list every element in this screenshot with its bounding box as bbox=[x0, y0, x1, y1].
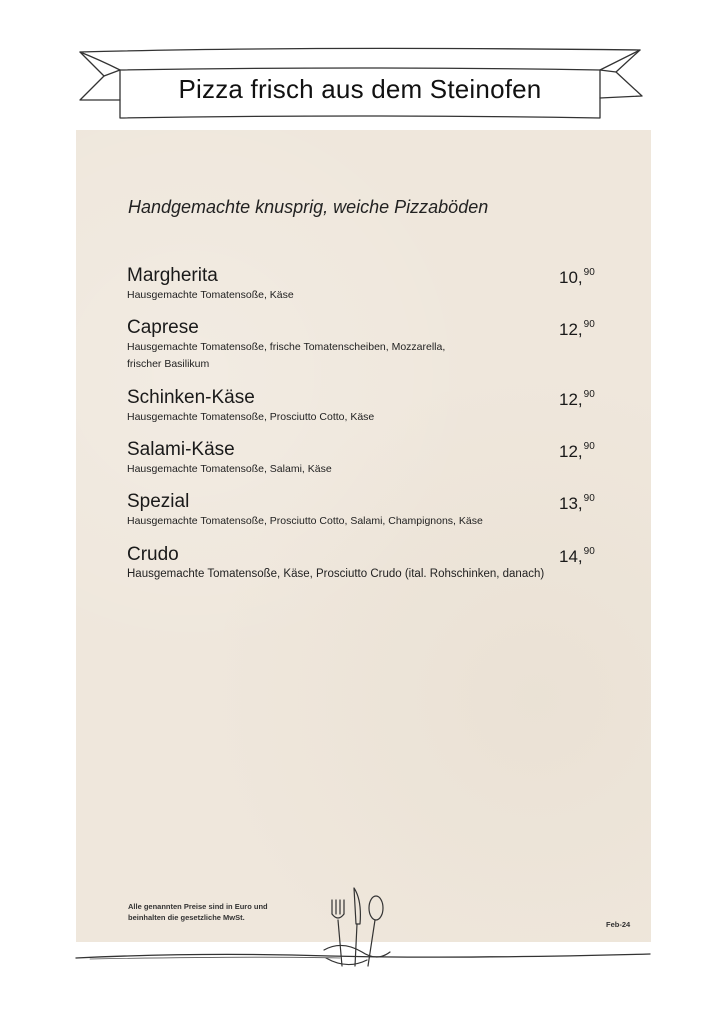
menu-item bbox=[127, 439, 607, 478]
price-cents: 90 bbox=[583, 441, 595, 452]
item-name: Spezial bbox=[127, 491, 190, 512]
price-main: 12, bbox=[559, 320, 583, 339]
item-name: Salami-Käse bbox=[127, 439, 235, 460]
price-main: 12, bbox=[559, 390, 583, 409]
item-price bbox=[559, 493, 595, 514]
item-price bbox=[559, 389, 595, 410]
item-description: Hausgemachte Tomatensoße, Käse, Prosciutto Crudo (ital. Rohschinken, danach) bbox=[127, 568, 545, 580]
price-cents: 90 bbox=[583, 493, 595, 504]
item-description-line2: frischer Basilikum bbox=[127, 358, 210, 370]
price-note-line2: beinhalten die gesetzliche MwSt. bbox=[128, 913, 245, 922]
item-description: Hausgemachte Tomatensoße, Prosciutto Cotto, Salami, Champignons, Käse bbox=[127, 515, 483, 527]
price-cents: 90 bbox=[583, 267, 595, 278]
price-note bbox=[128, 901, 298, 923]
menu-subtitle: Handgemachte knusprig, weiche Pizzaböden bbox=[128, 197, 489, 217]
price-main: 10, bbox=[559, 268, 583, 287]
item-description: Hausgemachte Tomatensoße, Prosciutto Cotto, Käse bbox=[127, 411, 375, 423]
price-cents: 90 bbox=[583, 389, 595, 400]
item-price bbox=[559, 546, 595, 567]
price-note-line1: Alle genannten Preise sind in Euro und bbox=[128, 902, 268, 911]
item-name: Margherita bbox=[127, 265, 218, 286]
menu-item bbox=[127, 317, 607, 373]
item-price bbox=[559, 319, 595, 340]
item-description: Hausgemachte Tomatensoße, Salami, Käse bbox=[127, 463, 332, 475]
menu-item bbox=[127, 544, 607, 583]
menu-item bbox=[127, 491, 607, 530]
item-name: Schinken-Käse bbox=[127, 387, 255, 408]
menu-item bbox=[127, 265, 607, 304]
price-main: 14, bbox=[559, 547, 583, 566]
price-cents: 90 bbox=[583, 319, 595, 330]
item-description: Hausgemachte Tomatensoße, Käse bbox=[127, 289, 294, 301]
divider-line bbox=[0, 940, 724, 960]
price-main: 13, bbox=[559, 494, 583, 513]
page-title: Pizza frisch aus dem Steinofen bbox=[178, 74, 542, 104]
menu-item bbox=[127, 387, 607, 426]
price-main: 12, bbox=[559, 442, 583, 461]
menu-date: Feb-24 bbox=[606, 920, 631, 929]
item-name: Crudo bbox=[127, 544, 179, 565]
item-price bbox=[559, 267, 595, 288]
item-description: Hausgemachte Tomatensoße, frische Tomatenscheiben, Mozzarella, bbox=[127, 341, 446, 353]
price-cents: 90 bbox=[583, 546, 595, 557]
menu-paper bbox=[76, 130, 651, 942]
fork-knife-spoon-icon bbox=[322, 880, 392, 975]
item-price bbox=[559, 441, 595, 462]
item-name: Caprese bbox=[127, 317, 199, 338]
ribbon-banner-icon bbox=[0, 0, 724, 130]
